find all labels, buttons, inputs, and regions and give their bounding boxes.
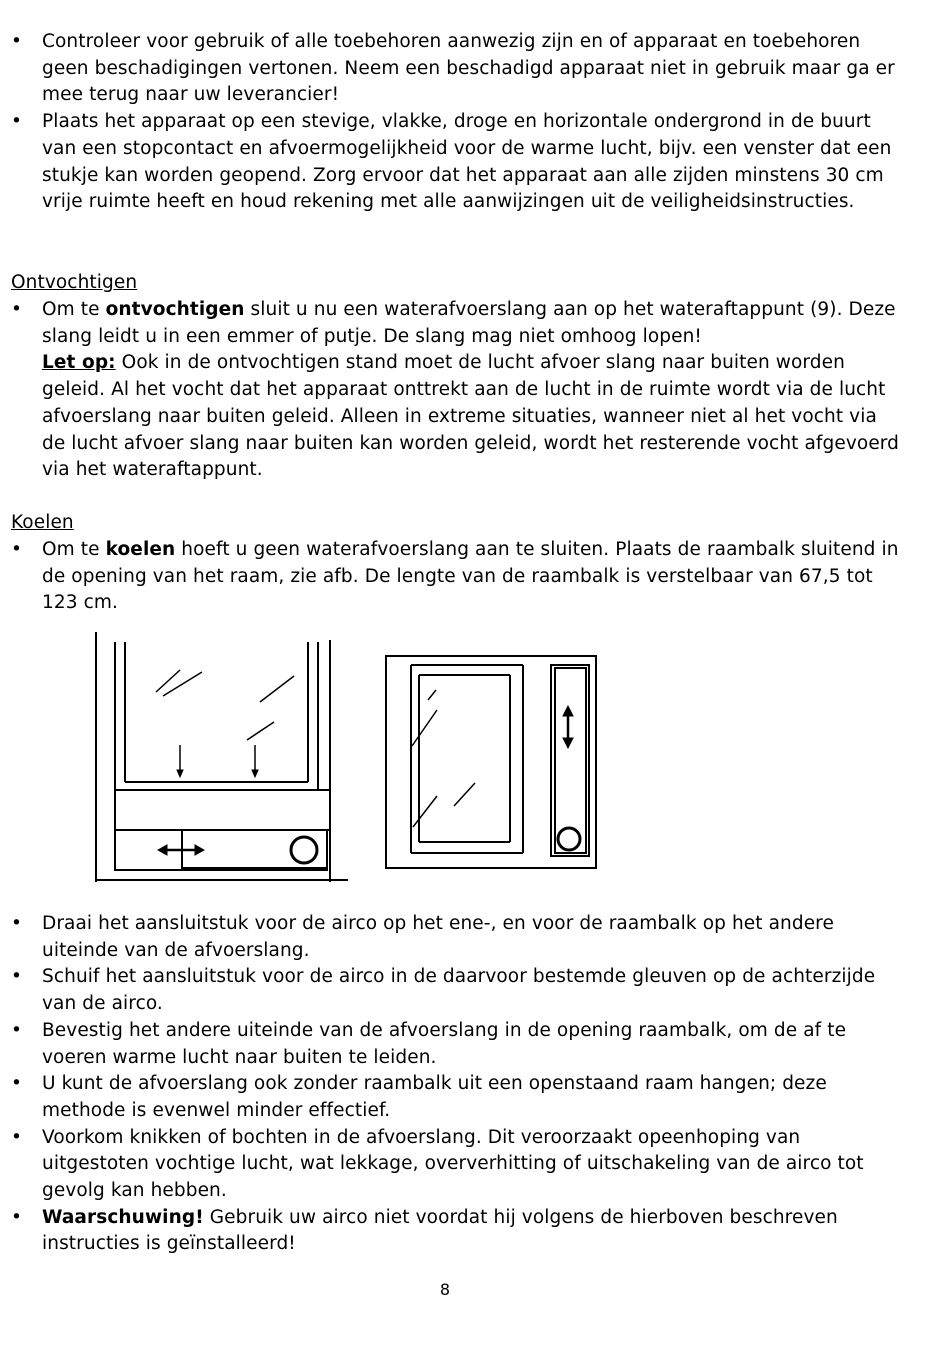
list-item [0,537,900,617]
text-run: Om te [42,539,106,560]
window-bar-illustration-vertical [90,630,350,888]
list-item-text: Schuif het aansluitstuk voor de airco in de daarvoor bestemde gleuven op de achterzijde van de airco. [42,966,876,1015]
bullet-icon: • [11,913,23,934]
bullet-icon: • [11,539,23,560]
bullet-icon: • [11,1073,23,1095]
list-item [0,109,900,216]
list-item-text: U kunt de afvoerslang ook zonder raambalk uit een openstaand raam hangen; deze methode is evenwel minder effectief. [42,1073,827,1121]
note-text: Ook in de ontvochtigen stand moet de lucht afvoer slang naar buiten worden geleid. Al het vocht dat het apparaat onttrekt aan de lucht in de ruimte wordt via de lucht afvoerslang naar buiten geleid. Alleen in extreme situaties, wanneer niet al het vocht via de lucht afvoer slang naar buiten kan worden geleid, wordt het resterende vocht afgevoerd via het wateraftappunt. [42,352,900,481]
warning-label: Waarschuwing! [42,1206,204,1228]
intro-section [0,29,900,216]
intro-list [0,29,900,216]
note-label: Let op: [42,352,116,374]
koelen-section [0,537,900,617]
window-bar-illustration-horizontal [380,650,605,872]
list-item-text: Draai het aansluitstuk voor de airco op het ene-, en voor de raambalk op het andere uiteinde van de afvoerslang. [42,913,834,961]
list-item [0,964,900,1017]
list-item-text: Bevestig het andere uiteinde van de afvoerslang in de opening raambalk, om de af te voeren warme lucht naar buiten te leiden. [42,1019,847,1068]
bullet-icon: • [11,31,23,52]
bold-term: ontvochtigen [105,299,245,320]
list-item [0,297,900,484]
list-item [0,29,900,109]
bullet-icon: • [11,1019,23,1041]
section-heading-koelen: Koelen [11,512,74,533]
bold-term: koelen [105,539,176,560]
list-item [0,1125,900,1205]
steps-section [0,911,900,1258]
list-item-text: Controleer voor gebruik of alle toebehoren aanwezig zijn en of apparaat en toebehoren geen beschadigingen vertonen. Neem een beschadigd apparaat niet in gebruik maar ga er mee terug naar uw leverancier! [42,31,895,106]
list-item [0,1071,900,1124]
bullet-icon: • [11,1206,23,1228]
text-run: Om te [42,299,106,320]
list-item-text: Plaats het apparaat op een stevige, vlakke, droge en horizontale ondergrond in de buurt van een stopcontact en afvoermogelijkheid voor de warme lucht, bijv. een venster dat een stukje kan worden geopend. Zorg ervoor dat het apparaat aan alle zijden minstens 30 cm vrije ruimte heeft en houd rekening met alle aanwijzingen uit de veiligheidsinstructies. [42,111,892,213]
text-run: sluit u nu een waterafvoerslang aan op het wateraftappunt (9). Deze slang leidt u in een emmer of putje. De slang mag niet omhoog lopen! [42,299,896,347]
bullet-icon: • [11,299,23,320]
ontvochtigen-section [0,297,900,484]
list-item [0,1018,900,1071]
page-number: 8 [439,1280,451,1299]
list-item-text: Voorkom knikken of bochten in de afvoerslang. Dit veroorzaakt opeenhoping van uitgestoten vochtige lucht, wat lekkage, oververhitting of uitschakeling van de airco tot gevolg kan hebben. [42,1126,864,1202]
bullet-icon: • [11,966,23,988]
steps-list [0,911,900,1258]
bullet-icon: • [11,1126,23,1148]
bullet-icon: • [11,111,23,133]
warning-text: Gebruik uw airco niet voordat hij volgens de hierboven beschreven instructies is geïnstalleerd! [42,1206,838,1255]
text-run: hoeft u geen waterafvoerslang aan te sluiten. Plaats de raambalk sluitend in de opening van het raam, zie afb. De lengte van de raambalk is verstelbaar van 67,5 tot 123 cm. [42,539,899,614]
list-item [0,1205,900,1258]
list-item [0,911,900,964]
section-heading-ontvochtigen: Ontvochtigen [11,272,138,293]
